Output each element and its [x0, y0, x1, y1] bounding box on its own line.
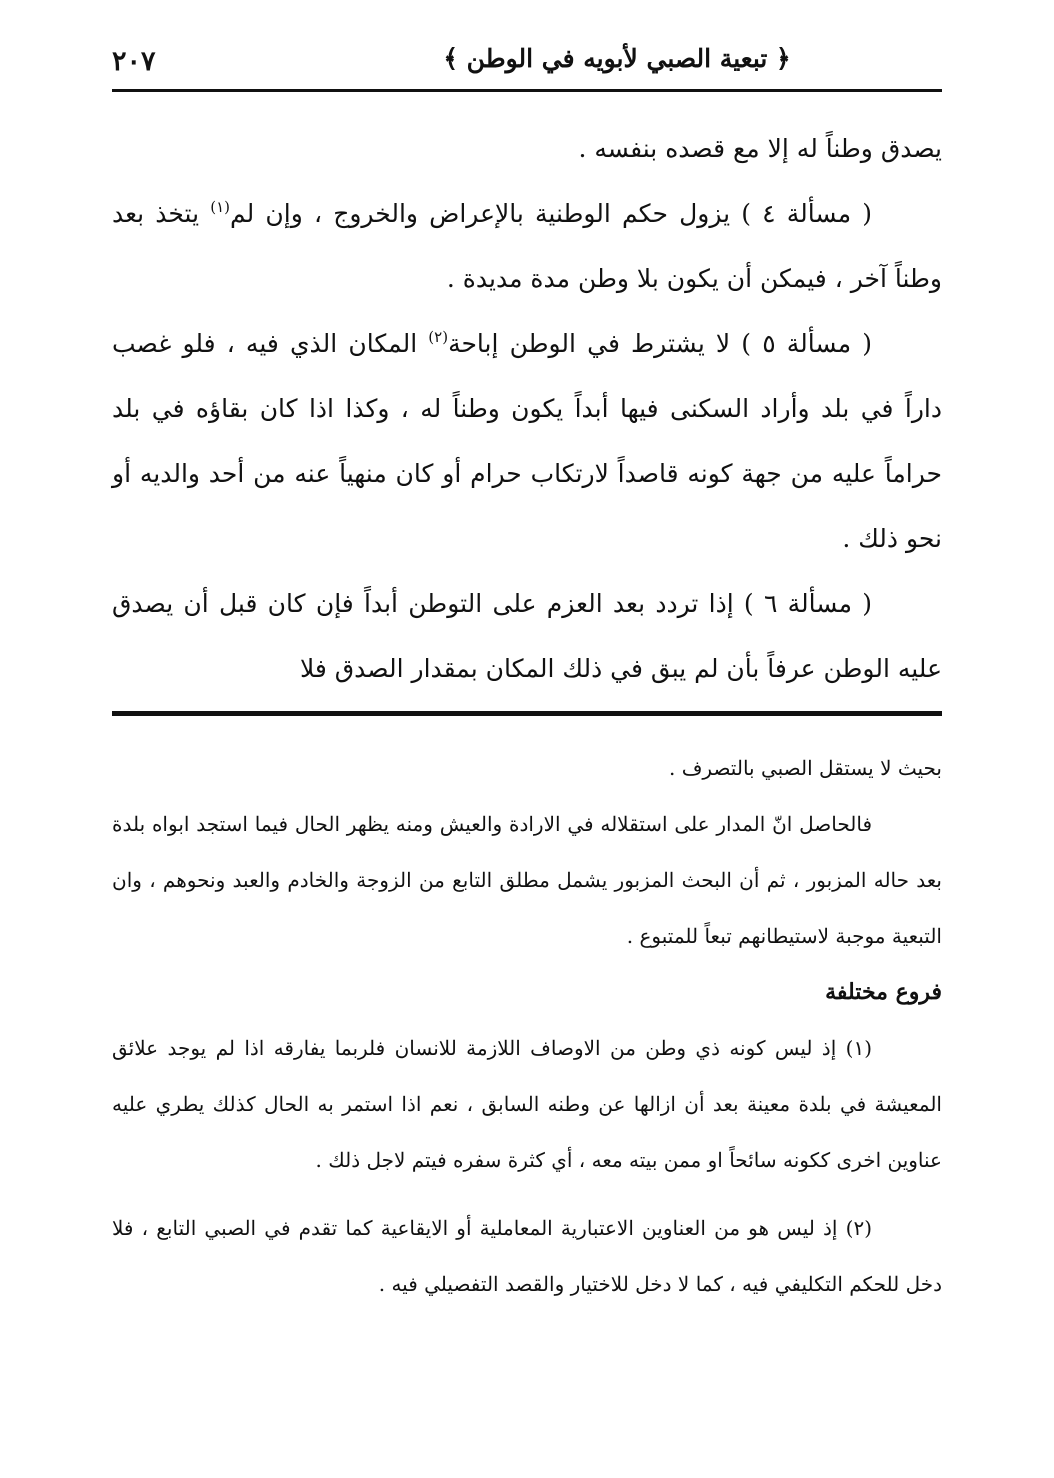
footnote-paragraph: فالحاصل انّ المدار على استقلاله في الارادة والعيش ومنه يظهر الحال فيما استجد ابواه بلدة بعد حاله المزبور ، ثم أن البحث المزبور يشمل مطلق التابع من الزوجة والخادم والعبد ونحوهم ، وان التبعية موجبة لاستيطانهم تبعاً للمتبوع .: [112, 812, 942, 948]
main-text: [112, 116, 942, 701]
footnote-item-1: (١) إذ ليس كونه ذي وطن من الاوصاف اللازمة للانسان فلربما يفارقه اذا لم يوجد علائق المعيشة في بلدة معينة بعد أن ازالها عن وطنه السابق ، نعم اذا استمر به الحال كذلك يطري عليه عناوين اخرى ككونه سائحاً او ممن بيته معه ، أي كثرة سفره فيتم لاجل ذلك .: [112, 1036, 942, 1172]
paragraph-continuation: يصدق وطناً له إلا مع قصده بنفسه .: [578, 134, 942, 163]
running-title: ﴿ تبعية الصبي لأبويه في الوطن ﴾: [443, 44, 791, 73]
section-heading: فروع مختلفة: [825, 979, 942, 1005]
issue-4-text-end: يتخذ بعد وطناً آخر ، فيمكن أن يكون بلا وطن مدة مديدة .: [112, 199, 942, 293]
footnotes: [112, 740, 942, 1312]
issue-5-text-start: ( مسألة ٥ ) لا يشترط في الوطن إباحة: [448, 329, 872, 358]
footnote-continuation: بحيث لا يستقل الصبي بالتصرف .: [668, 756, 942, 780]
paragraph-issue-4: [112, 181, 942, 311]
page-number: ٢٠٧: [112, 46, 156, 77]
page-header: [112, 40, 942, 84]
paragraph-issue-5: [112, 311, 942, 571]
issue-4-text-start: ( مسألة ٤ ) يزول حكم الوطنية بالإعراض والخروج ، وإن لم: [230, 199, 872, 228]
issue-5-text-end: المكان الذي فيه ، فلو غصب داراً في بلد وأراد السكنى فيها أبداً يكون وطناً له ، وكذا اذا كان بقاؤه في بلد حراماً عليه من جهة كونه قاصداً لارتكاب حرام أو كان منهياً عنه من أحد والديه أو نحو ذلك .: [112, 329, 942, 553]
footnote-rule: [112, 711, 942, 716]
footnote-ref-1: (١): [210, 198, 231, 216]
header-rule: [112, 89, 942, 92]
paragraph-issue-6: ( مسألة ٦ ) إذا تردد بعد العزم على التوطن أبداً فإن كان قبل أن يصدق عليه الوطن عرفاً بأن لم يبق في ذلك المكان بمقدار الصدق فلا: [112, 589, 942, 683]
footnote-item-2: (٢) إذ ليس هو من العناوين الاعتبارية المعاملية أو الايقاعية كما تقدم في الصبي التابع ، فلا دخل للحكم التكليفي فيه ، كما لا دخل للاختيار والقصد التفصيلي فيه .: [112, 1216, 942, 1296]
footnote-ref-2: (٢): [428, 328, 449, 346]
